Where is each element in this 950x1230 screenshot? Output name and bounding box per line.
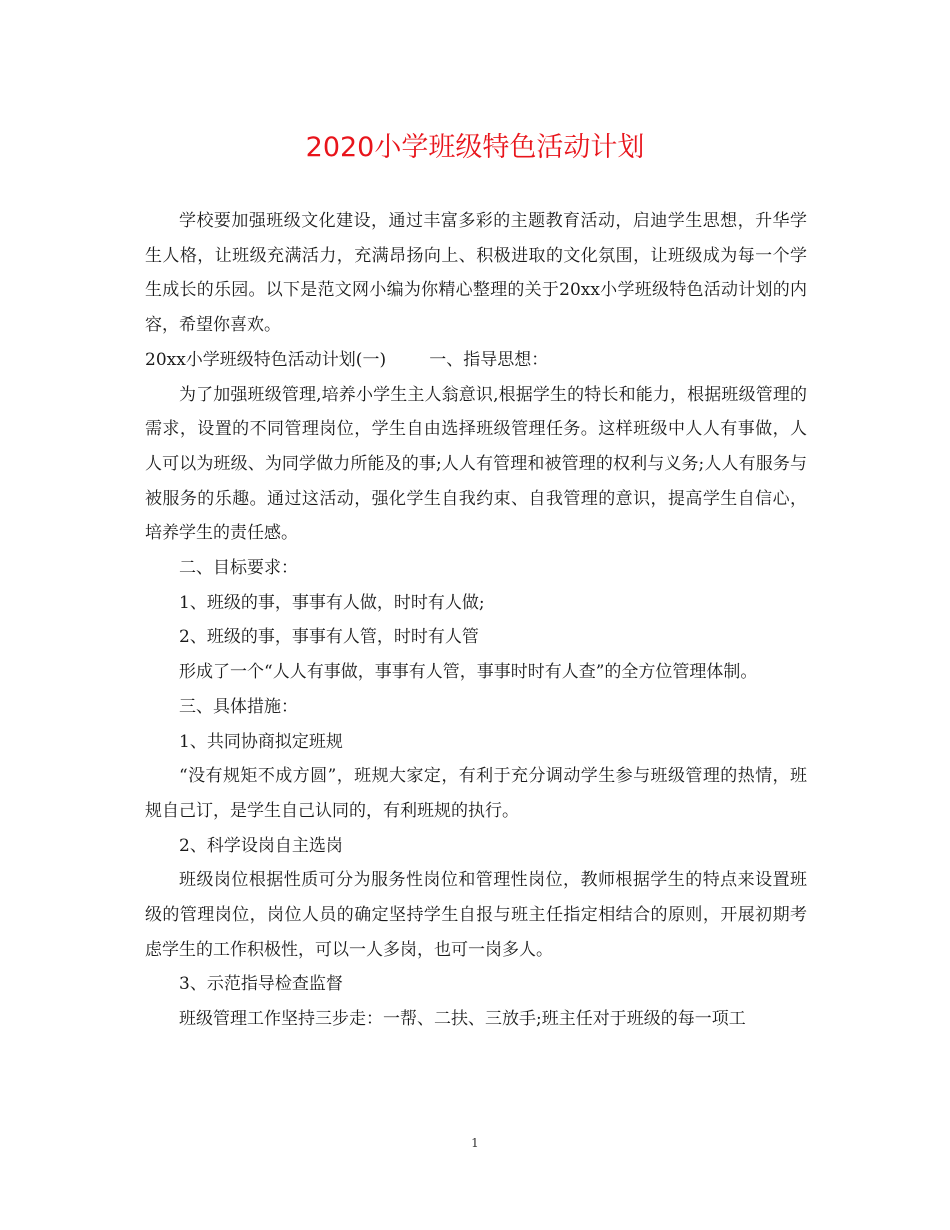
paragraph-intro: 学校要加强班级文化建设，通过丰富多彩的主题教育活动，启迪学生思想，升华学生人格，让班级充满活力，充满昂扬向上、积极进取的文化氛围，让班级成为每一个学生成长的乐园。以下是范文网小编为你精心整理的关于20xx小学班级特色活动计划的内容，希望你喜欢。 bbox=[145, 211, 807, 336]
paragraph-class-rules: “没有规矩不成方圆”，班规大家定，有利于充分调动学生参与班级管理的热情，班规自己订，是学生自己认同的，有利班规的执行。 bbox=[145, 766, 807, 821]
list-item-measure-3: 3、示范指导检查监督 bbox=[179, 974, 343, 995]
paragraph-plan-heading: 20xx小学班级特色活动计划(一) 一、指导思想： bbox=[145, 349, 549, 370]
document-title: 2020小学班级特色活动计划 bbox=[305, 132, 645, 163]
paragraph-management-system: 形成了一个“人人有事做，事事有人管，事事时时有人查”的全方位管理体制。 bbox=[179, 662, 758, 683]
page-number: 1 bbox=[471, 1136, 479, 1150]
section-heading-measures: 三、具体措施： bbox=[179, 696, 298, 717]
list-item-measure-1: 1、共同协商拟定班规 bbox=[179, 731, 343, 752]
paragraph-three-steps: 班级管理工作坚持三步走：一帮、二扶、三放手;班主任对于班级的每一项工 bbox=[179, 1009, 746, 1030]
list-item-goal-2: 2、班级的事，事事有人管，时时有人管 bbox=[179, 627, 479, 648]
list-item-goal-1: 1、班级的事，事事有人做，时时有人做; bbox=[179, 592, 485, 613]
paragraph-positions: 班级岗位根据性质可分为服务性岗位和管理性岗位，教师根据学生的特点来设置班级的管理岗位，岗位人员的确定坚持学生自报与班主任指定相结合的原则，开展初期考虑学生的工作积极性，可以一人多岗，也可一岗多人。 bbox=[145, 870, 807, 960]
list-item-measure-2: 2、科学设岗自主选岗 bbox=[179, 835, 343, 856]
paragraph-guiding-thought: 为了加强班级管理,培养小学生主人翁意识,根据学生的特长和能力，根据班级管理的需求，设置的不同管理岗位，学生自由选择班级管理任务。这样班级中人人有事做，人人可以为班级、为同学做力所能及的事;人人有管理和被管理的权利与义务;人人有服务与被服务的乐趣。通过这活动，强化学生自我约束、自我管理的意识，提高学生自信心，培养学生的责任感。 bbox=[145, 384, 807, 544]
section-heading-goals: 二、目标要求： bbox=[179, 558, 298, 579]
document-body bbox=[145, 204, 807, 1037]
